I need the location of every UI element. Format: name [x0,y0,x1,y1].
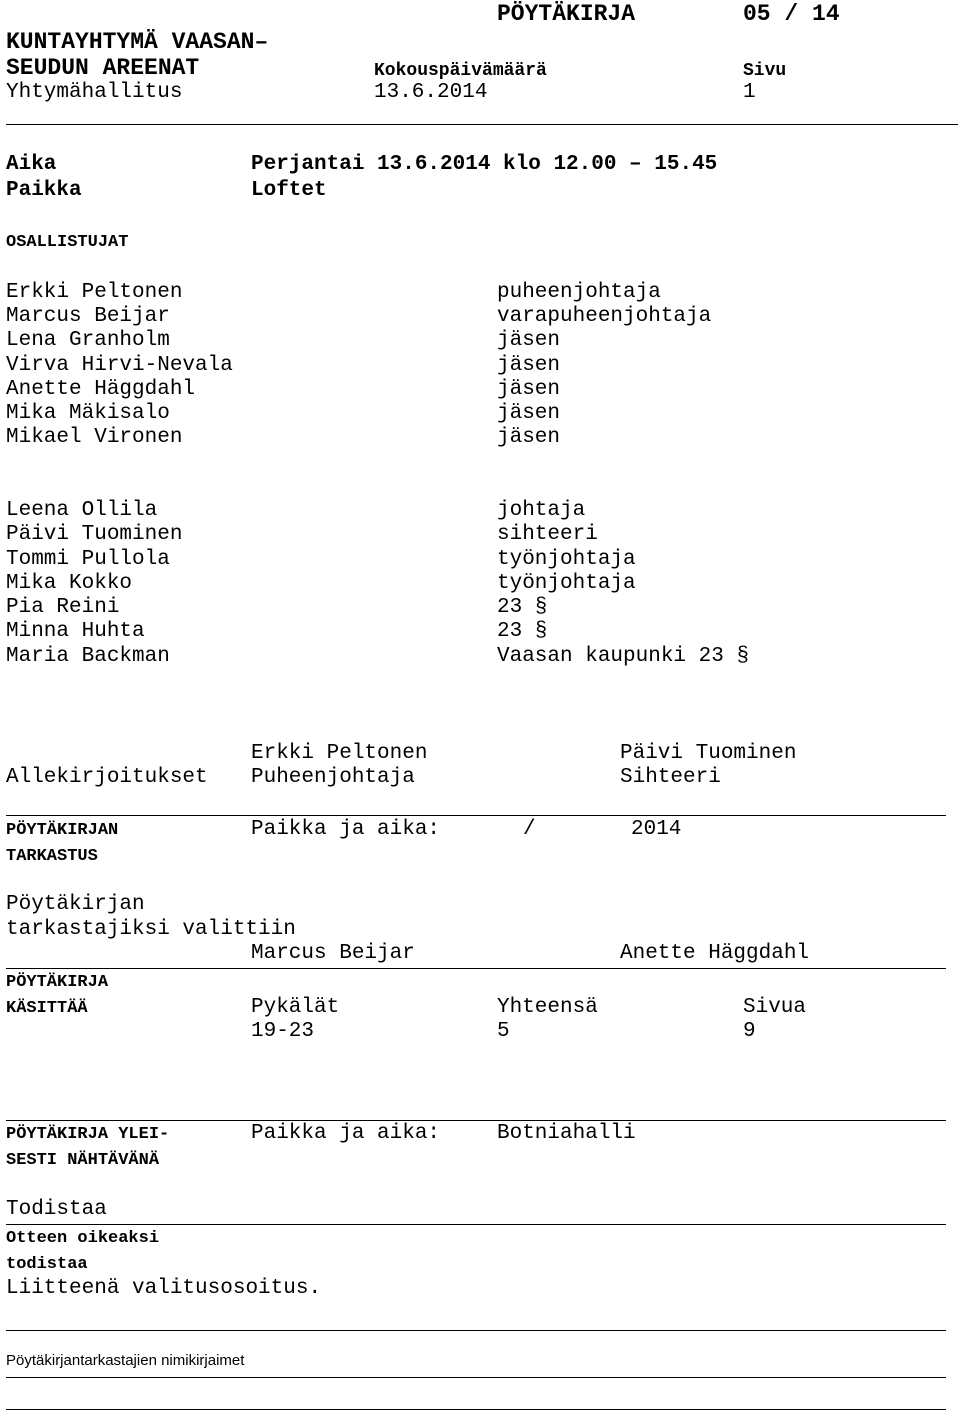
public-place-value: Botniahalli [497,1122,636,1145]
public-heading-line2: SESTI NÄHTÄVÄNÄ [6,1151,160,1170]
attendee-name: Minna Huhta [6,620,145,643]
public-place-time-label: Paikka ja aika: [251,1122,441,1145]
reviewers-label-line2: tarkastajiksi valittiin [6,918,296,941]
place-value: Loftet [251,179,327,202]
member-name: Mika Mäkisalo [6,402,170,425]
member-name: Erkki Peltonen [6,281,183,304]
chair-name: Erkki Peltonen [251,742,428,765]
attendee-name: Pia Reini [6,596,120,619]
certifies-label: Todistaa [6,1198,107,1221]
member-role: varapuheenjohtaja [497,305,712,328]
attendee-name: Mika Kokko [6,572,133,595]
time-value: Perjantai 13.6.2014 klo 12.00 – 15.45 [251,153,718,176]
appendix-text: Liitteenä valitusosoitus. [6,1277,322,1300]
attendee-role: Vaasan kaupunki 23 § [497,645,750,668]
page-number: 1 [743,81,756,104]
participants-heading: OSALLISTUJAT [6,233,129,252]
attendee-name: Leena Ollila [6,499,158,522]
reviewer-initials-label: Pöytäkirjantarkastajien nimikirjaimet [6,1352,245,1369]
attendee-role: 23 § [497,596,548,619]
reviewer-name: Marcus Beijar [251,942,415,965]
public-heading-line1: PÖYTÄKIRJA YLEI- [6,1125,170,1144]
footer-divider-middle [6,1377,946,1378]
attendee-role: työnjohtaja [497,548,636,571]
reviewer-name: Anette Häggdahl [620,942,810,965]
handling-heading-line1: PÖYTÄKIRJA [6,973,109,992]
attendee-role: 23 § [497,620,548,643]
member-role: jäsen [497,354,561,377]
public-divider [6,1120,946,1121]
extract-divider [6,1224,946,1225]
member-name: Virva Hirvi-Nevala [6,354,233,377]
sections-value: 19-23 [251,1020,315,1043]
member-role: jäsen [497,329,561,352]
meeting-date: 13.6.2014 [374,81,488,104]
member-name: Lena Granholm [6,329,170,352]
reviewers-label-line1: Pöytäkirjan [6,893,145,916]
handling-heading-line2: KÄSITTÄÄ [6,999,88,1018]
attendee-name: Päivi Tuominen [6,523,183,546]
extract-heading-line2: todistaa [6,1255,88,1274]
signatures-label: Allekirjoitukset [6,766,208,789]
member-name: Mikael Vironen [6,426,183,449]
place-label: Paikka [6,179,82,202]
review-place-time-label: Paikka ja aika: [251,818,441,841]
governing-body: Yhtymähallitus [6,81,183,104]
footer-divider-bottom [6,1409,946,1410]
review-heading-line2: TARKASTUS [6,847,98,866]
review-date-slash: / [523,818,536,841]
member-role: jäsen [497,378,561,401]
secretary-name: Päivi Tuominen [620,742,797,765]
member-role: puheenjohtaja [497,281,661,304]
attendee-role: johtaja [497,499,586,522]
attendee-role: sihteeri [497,523,598,546]
extract-heading-line1: Otteen oikeaksi [6,1229,160,1248]
pages-label: Sivua [743,996,807,1019]
pages-value: 9 [743,1020,756,1043]
attendee-name: Maria Backman [6,645,170,668]
date-label: Kokouspäivämäärä [374,61,547,81]
organization-name-line2: SEUDUN AREENAT [6,55,200,81]
review-heading-line1: PÖYTÄKIRJAN [6,821,119,840]
review-divider [6,815,946,816]
footer-divider-top [6,1330,946,1331]
document-type: PÖYTÄKIRJA [497,1,636,27]
member-name: Marcus Beijar [6,305,170,328]
chair-title: Puheenjohtaja [251,766,415,789]
member-role: jäsen [497,426,561,449]
total-label: Yhteensä [497,996,598,1019]
member-role: jäsen [497,402,561,425]
time-label: Aika [6,153,57,176]
review-year: 2014 [631,818,682,841]
attendee-name: Tommi Pullola [6,548,170,571]
secretary-title: Sihteeri [620,766,721,789]
handling-divider [6,968,946,969]
sections-label: Pykälät [251,996,340,1019]
organization-name-line1: KUNTAYHTYMÄ VAASAN– [6,29,269,55]
attendee-role: työnjohtaja [497,572,636,595]
page-label: Sivu [743,61,787,81]
member-name: Anette Häggdahl [6,378,196,401]
total-value: 5 [497,1020,510,1043]
header-divider [6,124,958,125]
document-number: 05 / 14 [743,1,840,27]
